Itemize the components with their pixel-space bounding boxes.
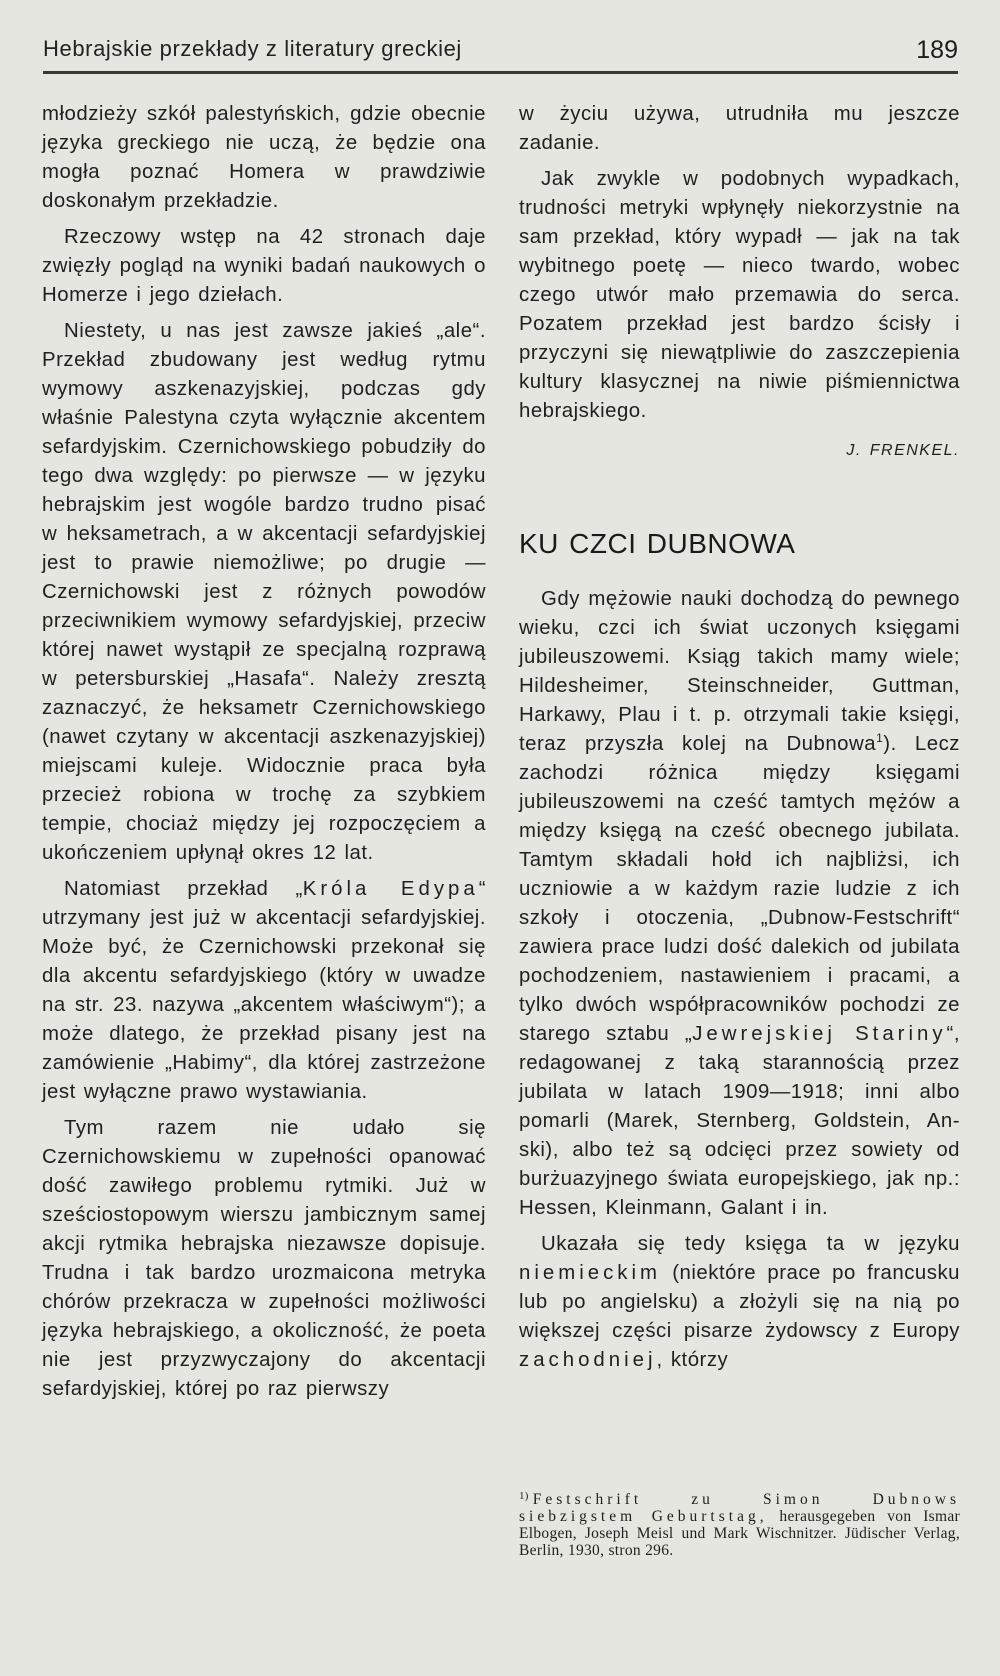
left-paragraph-5: Tym razem nie udało się Czernichowskiemu w zupełności opanować dość zawiłego problemu rytmiki. Już w sześciostopowym wierszu jambicznym samej akcji rytmika hebrajska niezawsze dopisuje. Trudna i tak bardzo urozmaicona metryka chórów przekracza w zupełności możliwości języka hebrajskiego, a okoliczność, że poeta nie jest przyzwyczajony do akcentacji sefardyjskiej, której po raz pierwszy: [42, 1117, 486, 1400]
section-heading: KU CZCI DUBNOWA: [519, 528, 796, 559]
right-paragraph-3: [519, 585, 960, 1223]
left-p4-before: Natomiast przekład „: [64, 878, 303, 900]
spaced-word-niemieckim: niemieckim: [519, 1262, 661, 1284]
footnote: [519, 1488, 960, 1559]
footnote-reference: 1: [876, 731, 884, 746]
right-p3-c: “, redagowanej z taką starannością przez jubilata w latach 1909—1918; inni albo pomarli (Marek, Sternberg, Goldstein, An-ski), albo też są odcięci przez sowiety od burżuazyjnego świata europejskiego, jak np.: Hessen, Kleinmann, Galant i in.: [519, 1023, 961, 1219]
spaced-title-krola-edypa: Króla Edypa: [302, 878, 479, 900]
author-signature: J. FRENKEL.: [846, 442, 960, 459]
left-paragraph-1: młodzieży szkół palestyńskich, gdzie obecnie języka greckiego nie uczą, że będzie ona mogła poznać Homera w prawdziwie doskonałym przekładzie.: [42, 103, 486, 212]
header-rule: [43, 71, 958, 74]
right-paragraph-4: [519, 1230, 960, 1375]
spaced-word-zachodniej: zachodniej: [519, 1349, 657, 1371]
right-p3-a: Gdy mężowie nauki dochodzą do pewnego wieku, czci ich świat uczonych księgami jubileuszowemi. Ksiąg takich mamy wiele; Hildesheimer, Steinschneider, Guttman, Harkawy, Plau i t. p. otrzymali takie księgi, teraz przyszła kolej na Dubnowa: [519, 588, 960, 755]
left-paragraph-4: [42, 875, 486, 1107]
page-header: [43, 36, 958, 72]
footnote-text: herausgegeben von Ismar Elbogen, Joseph Meisl und Mark Wischnitzer. Jüdischer Verlag, Berlin, 1930, stron 296.: [519, 1508, 960, 1559]
left-paragraph-3: Niestety, u nas jest zawsze jakieś „ale“. Przekład zbudowany jest według rytmu wymowy aszkenazyjskiej, podczas gdy właśnie Palestyna czyta wyłącznie akcentem sefardyjskim. Czernichowskiego pobudziły do tego dwa względy: po pierwsze — w języku hebrajskim jest wogóle bardzo trudno pisać w heksametrach, a w akcentacji sefardyjskiej jest to prawie niemożliwe; po drugie — Czernichowski jest z różnych powodów przeciwnikiem wymowy sefardyjskiej, przeciw której nawet wystąpił ze specjalną rozprawą w petersburskiej „Hasafa“. Należy zresztą zaznaczyć, że heksametr Czernichowskiego (nawet czytany w akcentacji aszkenazyjskiej) miejscami kuleje. Widocznie praca była przecież robiona w trochę za szybkiem tempie, chociaż między jej rozpoczęciem a ukończeniem upłynął okres 12 lat.: [42, 320, 486, 864]
footnote-mark: 1): [519, 1490, 529, 1502]
spaced-title-jewrejskiej-stariny: Jewrejskiej Stariny: [692, 1023, 947, 1045]
right-paragraph-2: Jak zwykle w podobnych wypadkach, trudności metryki wpłynęły niekorzystnie na sam przekład, który wypadł — jak na tak wybitnego poetę — nieco twardo, wobec czego utwór mało przemawia do serca. Pozatem przekład jest bardzo ścisły i przyczyni się niewątpliwie do zaszczepienia kultury klasycznej na niwie piśmiennictwa hebrajskiego.: [519, 168, 960, 422]
right-p4-a: Ukazała się tedy księga ta w języku: [541, 1233, 960, 1255]
left-column: [42, 100, 486, 1404]
left-paragraph-2: Rzeczowy wstęp na 42 stronach daje zwięzły pogląd na wyniki badań naukowych o Homerze i jego dziełach.: [42, 226, 486, 306]
page-number: 189: [916, 36, 958, 64]
right-p4-c: , którzy: [656, 1349, 729, 1371]
right-paragraph-1: w życiu używa, utrudniła mu jeszcze zadanie.: [519, 103, 960, 154]
right-column: [519, 100, 960, 1375]
right-p3-b: ). Lecz zachodzi różnica między księgami jubileuszowemi na cześć tamtych mężów a między księgą na cześć obecnego jubilata. Tamtym składali hołd ich najbliżsi, ich uczniowie a w każdym razie ludzie z ich szkoły i otoczenia, „Dubnow-Festschrift“ zawiera prace ludzi dość dalekich od jubilata pochodzeniem, nastawieniem i pracami, a tylko dwóch współpracowników pochodzi ze starego sztabu „: [519, 733, 960, 1045]
running-title: Hebrajskie przekłady z literatury greckiej: [43, 36, 462, 61]
left-p4-after: “ utrzymany jest już w akcentacji sefardyjskiej. Może być, że Czernichowski przekonał się dla akcentu sefardyjskiego (który w uwadze na str. 23. nazywa „akcentem właściwym“); a może dlatego, że przekład pisany jest na zamówienie „Habimy“, dla której zastrzeżone jest wyłączne prawo wystawiania.: [42, 878, 486, 1103]
right-p4-b: (niektóre prace po francusku lub po angielsku) a złożyli się na nią po większej części pisarze żydowscy z Europy: [519, 1262, 960, 1342]
footnote-spaced-title: Festschrift zu Simon Dubnows siebzigstem Geburtstag,: [519, 1491, 960, 1525]
